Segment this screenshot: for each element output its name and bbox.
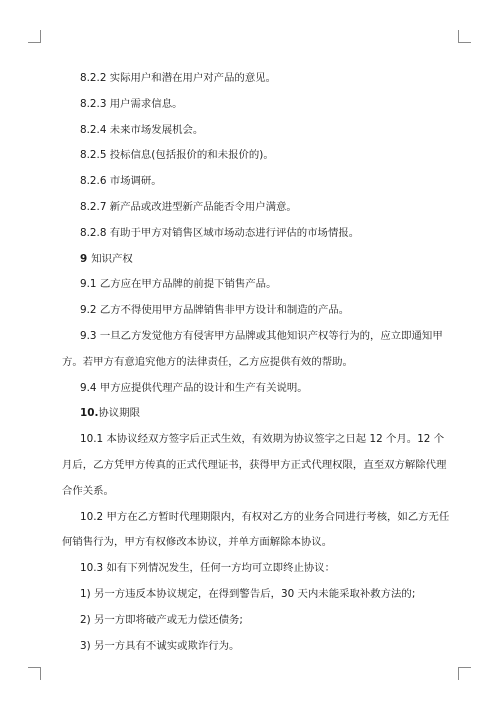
clause-8-2-8: 8.2.8 有助于甲方对销售区域市场动态进行评估的市场情报。 bbox=[80, 226, 360, 239]
section-9-heading bbox=[80, 247, 442, 273]
clause-8-2-4: 8.2.4 未来市场发展机会。 bbox=[80, 123, 204, 136]
clause-9-4: 9.4 甲方应提供代理产品的设计和生产有关说明。 bbox=[80, 381, 308, 394]
clause-9-3-line-1: 9.3 一旦乙方发觉他方有侵害甲方品牌或其他知识产权等行为的，应立即通知甲 bbox=[80, 329, 443, 342]
clause-8-2-7: 8.2.7 新产品或改进型新产品能否令用户满意。 bbox=[80, 200, 297, 213]
crop-mark-top-left bbox=[28, 30, 41, 43]
termination-item-3: 3) 另一方具有不诚实或欺诈行为。 bbox=[80, 639, 240, 652]
clause-8-2-2: 8.2.2 实际用户和潜在用户对产品的意见。 bbox=[80, 72, 276, 84]
clause-10-1-line-3: 合作关系。 bbox=[62, 484, 114, 497]
section-10-number: 10. bbox=[80, 407, 99, 420]
clause-10-2-line-1: 10.2 甲方在乙方暂时代理期限内，有权对乙方的业务合同进行考核，如乙方无任 bbox=[80, 510, 450, 523]
crop-mark-bottom-left bbox=[28, 667, 41, 680]
clause-8-2-5: 8.2.5 投标信息(包括报价的和未报价的)。 bbox=[80, 149, 274, 162]
crop-mark-top-right bbox=[458, 30, 471, 43]
section-9-number: 9 bbox=[80, 252, 88, 265]
section-10-title: 协议期限 bbox=[98, 407, 140, 420]
termination-item-1: 1) 另一方违反本协议规定，在得到警告后，30 天内未能采取补救方法的; bbox=[80, 587, 416, 600]
clause-10-1-line-2: 月后，乙方凭甲方传真的正式代理证书，获得甲方正式代理权限，直至双方解除代理 bbox=[62, 458, 447, 471]
clause-10-1-line-1: 10.1 本协议经双方签字后正式生效，有效期为协议签字之日起 12 个月。12 个 bbox=[80, 433, 445, 446]
clause-10-1 bbox=[62, 427, 447, 504]
crop-mark-bottom-right bbox=[458, 667, 471, 680]
termination-item-2: 2) 另一方即将破产或无力偿还债务; bbox=[80, 613, 243, 626]
clause-9-3 bbox=[62, 324, 443, 376]
clause-8-2-6: 8.2.6 市场调研。 bbox=[80, 175, 162, 188]
clause-10-3: 10.3 如有下列情况发生，任何一方均可立即终止协议： bbox=[80, 562, 336, 575]
section-9-title: 知识产权 bbox=[91, 252, 133, 265]
clause-8-2-3: 8.2.3 用户需求信息。 bbox=[80, 97, 183, 110]
document-body bbox=[62, 66, 450, 659]
clause-10-2-line-2: 何销售行为，甲方有权修改本协议，并单方面解除本协议。 bbox=[62, 536, 333, 549]
clause-10-2 bbox=[62, 505, 450, 557]
section-10-heading bbox=[80, 401, 442, 427]
clause-9-1: 9.1 乙方应在甲方品牌的前提下销售产品。 bbox=[80, 278, 277, 291]
clause-9-2: 9.2 乙方不得使用甲方品牌销售非甲方设计和制造的产品。 bbox=[80, 304, 350, 317]
clause-9-3-line-2: 方。若甲方有意追究他方的法律责任，乙方应提供有效的帮助。 bbox=[62, 355, 353, 368]
